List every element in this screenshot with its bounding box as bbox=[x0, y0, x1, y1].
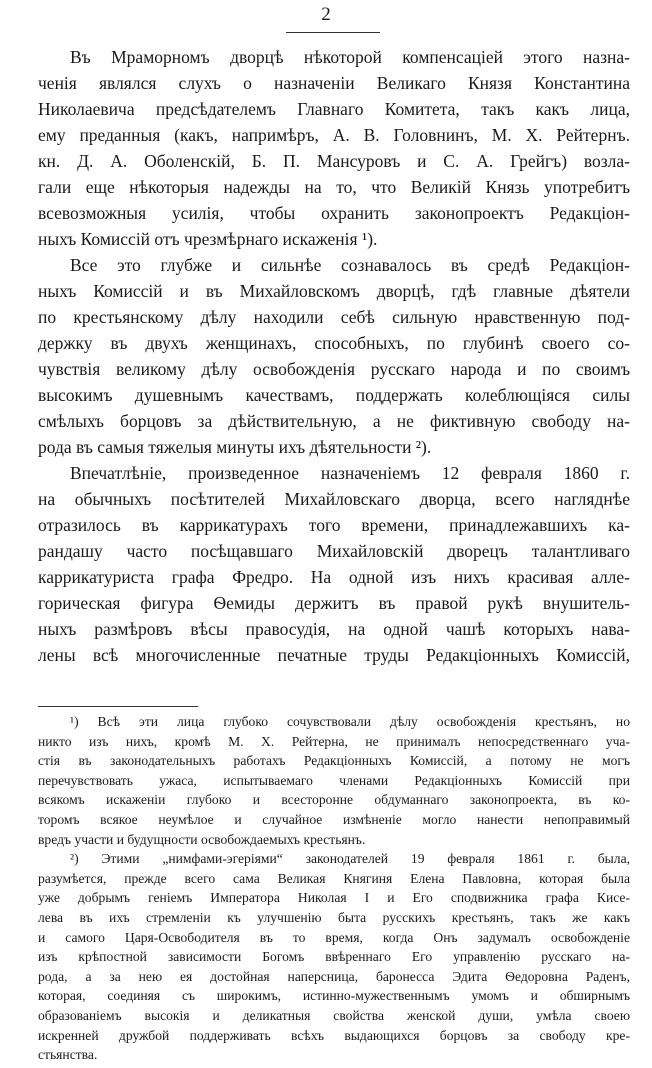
text-line: смѣлыхъ борцовъ за дѣйствительную, а не фиктивную свободу на- bbox=[38, 411, 630, 431]
text-line: никто изъ нихъ, кромѣ М. Х. Рейтерна, не принималъ непосредственнаго уча- bbox=[38, 733, 630, 749]
text-line: ²) Этими „нимфами-эгеріями“ законодателей 19 февраля 1861 г. была, bbox=[70, 851, 630, 867]
paragraph bbox=[38, 460, 630, 668]
text-line: которая, соединяя съ широкимъ, истинно-мужественнымъ умомъ и обширнымъ bbox=[38, 988, 630, 1004]
text-line: держку въ двухъ женщинахъ, способныхъ, по глубинѣ своего со- bbox=[38, 333, 630, 353]
paragraph bbox=[38, 252, 630, 460]
text-line: отразилось въ каррикатурахъ того времени, принадлежавшихъ ка- bbox=[38, 515, 630, 535]
text-line: лева въ ихъ стремленіи къ улучшенію быта русскихъ крестьянъ, такъ же какъ bbox=[38, 909, 630, 925]
text-line: всевозможныя усилія, чтобы охранить законопроектъ Редакціон- bbox=[38, 203, 630, 223]
footnote bbox=[38, 712, 630, 849]
text-line: лены всѣ многочисленные печатные труды Редакціонныхъ Комиссій, bbox=[38, 645, 630, 665]
text-line: горическая фигура Ѳемиды держитъ въ правой рукѣ внушитель- bbox=[38, 593, 630, 613]
text-line: кн. Д. А. Оболенскій, Б. П. Мансуровъ и С. А. Грейгъ) возла- bbox=[38, 151, 630, 171]
footnote bbox=[38, 849, 630, 1065]
text-line: рода, а за нею ея достойная наперсница, баронесса Эдита Ѳедоровна Раденъ, bbox=[38, 968, 630, 984]
text-line: ныхъ размѣровъ вѣсы правосудія, на одной чашѣ которыхъ нава- bbox=[38, 619, 630, 639]
text-line: ему преданныя (какъ, напримѣръ, А. В. Головнинъ, М. Х. Рейтернъ. bbox=[38, 125, 630, 145]
text-line: рода въ самыя тяжелыя минуты ихъ дѣятельности ²). bbox=[38, 437, 432, 457]
text-line: и самого Царя-Освободителя въ то время, когда Онъ задумалъ освобожденіе bbox=[38, 929, 630, 945]
text-line: стьянства. bbox=[38, 1047, 98, 1063]
text-line: Все это глубже и сильнѣе сознавалось въ средѣ Редакціон- bbox=[70, 255, 630, 275]
page-number: 2 bbox=[321, 4, 331, 25]
text-line: каррикатуриста графа Фредро. На одной изъ нихъ красивая алле- bbox=[38, 567, 630, 587]
text-line: всякомъ искаженіи глубоко и всесторонне обдуманнаго законопроекта, въ ко- bbox=[38, 792, 630, 808]
text-line: уже добрымъ геніемъ Императора Николая I и Его сподвижника графа Кисе- bbox=[38, 890, 630, 906]
text-line: изъ крѣпостной зависимости Богомъ ввѣреннаго Его управленію русскаго на- bbox=[38, 949, 630, 965]
text-line: стія въ законодательныхъ работахъ Редакціонныхъ Комиссій, а потому не могъ bbox=[38, 753, 630, 769]
text-line: Николаевича предсѣдателемъ Главнаго Комитета, такъ какъ лица, bbox=[38, 99, 630, 119]
text-line: образованіемъ высокія и деликатныя свойства женской души, умѣла своею bbox=[38, 1007, 630, 1023]
text-line: ченія являлся слухъ о назначеніи Великаго Князя Константина bbox=[38, 73, 630, 93]
text-line: искренней дружбой поддерживать всѣхъ выдающихся борцовъ за свободу кре- bbox=[38, 1027, 630, 1043]
text-line: высокимъ душевнымъ качествамъ, поддержать колеблющіяся силы bbox=[38, 385, 630, 405]
footnote-separator bbox=[38, 706, 198, 707]
text-line: перечувствовать ужаса, испытываемаго членами Редакціонныхъ Комиссій при bbox=[38, 772, 630, 788]
text-line: чувствія великому дѣлу освобожденія русскаго народа и по своимъ bbox=[38, 359, 630, 379]
text-line: торомъ всякое неумѣлое и случайное измѣненіе могло нанести непоправимый bbox=[38, 811, 630, 827]
text-line: рандашу часто посѣщавшаго Михайловскій дворецъ талантливаго bbox=[38, 541, 630, 561]
header-rule bbox=[286, 32, 380, 33]
footnotes bbox=[38, 712, 630, 1065]
text-line: разумѣется, прежде всего сама Великая Княгиня Елена Павловна, которая была bbox=[38, 870, 630, 886]
main-text bbox=[38, 44, 630, 668]
text-line: Впечатлѣніе, произведенное назначеніемъ 12 февраля 1860 г. bbox=[70, 463, 630, 483]
text-line: Въ Мраморномъ дворцѣ нѣкоторой компенсаціей этого назна- bbox=[70, 47, 630, 67]
text-line: ныхъ Комиссій и въ Михайловскомъ дворцѣ, гдѣ главные дѣятели bbox=[38, 281, 630, 301]
text-line: по крестьянскому дѣлу находили себѣ сильную нравственную под- bbox=[38, 307, 630, 327]
text-line: вредъ участи и будущности освобождаемыхъ крестьянъ. bbox=[38, 831, 366, 847]
paragraph bbox=[38, 44, 630, 252]
text-line: ныхъ Комиссій отъ чрезмѣрнаго искаженія ¹). bbox=[38, 229, 378, 249]
text-line: ¹) Всѣ эти лица глубоко сочувствовали дѣлу освобожденія крестьянъ, но bbox=[70, 714, 630, 729]
text-line: на обычныхъ посѣтителей Михайловскаго дворца, всего нагляднѣе bbox=[38, 489, 630, 509]
text-line: гали еще нѣкоторыя надежды на то, что Великій Князь употребитъ bbox=[38, 177, 630, 197]
